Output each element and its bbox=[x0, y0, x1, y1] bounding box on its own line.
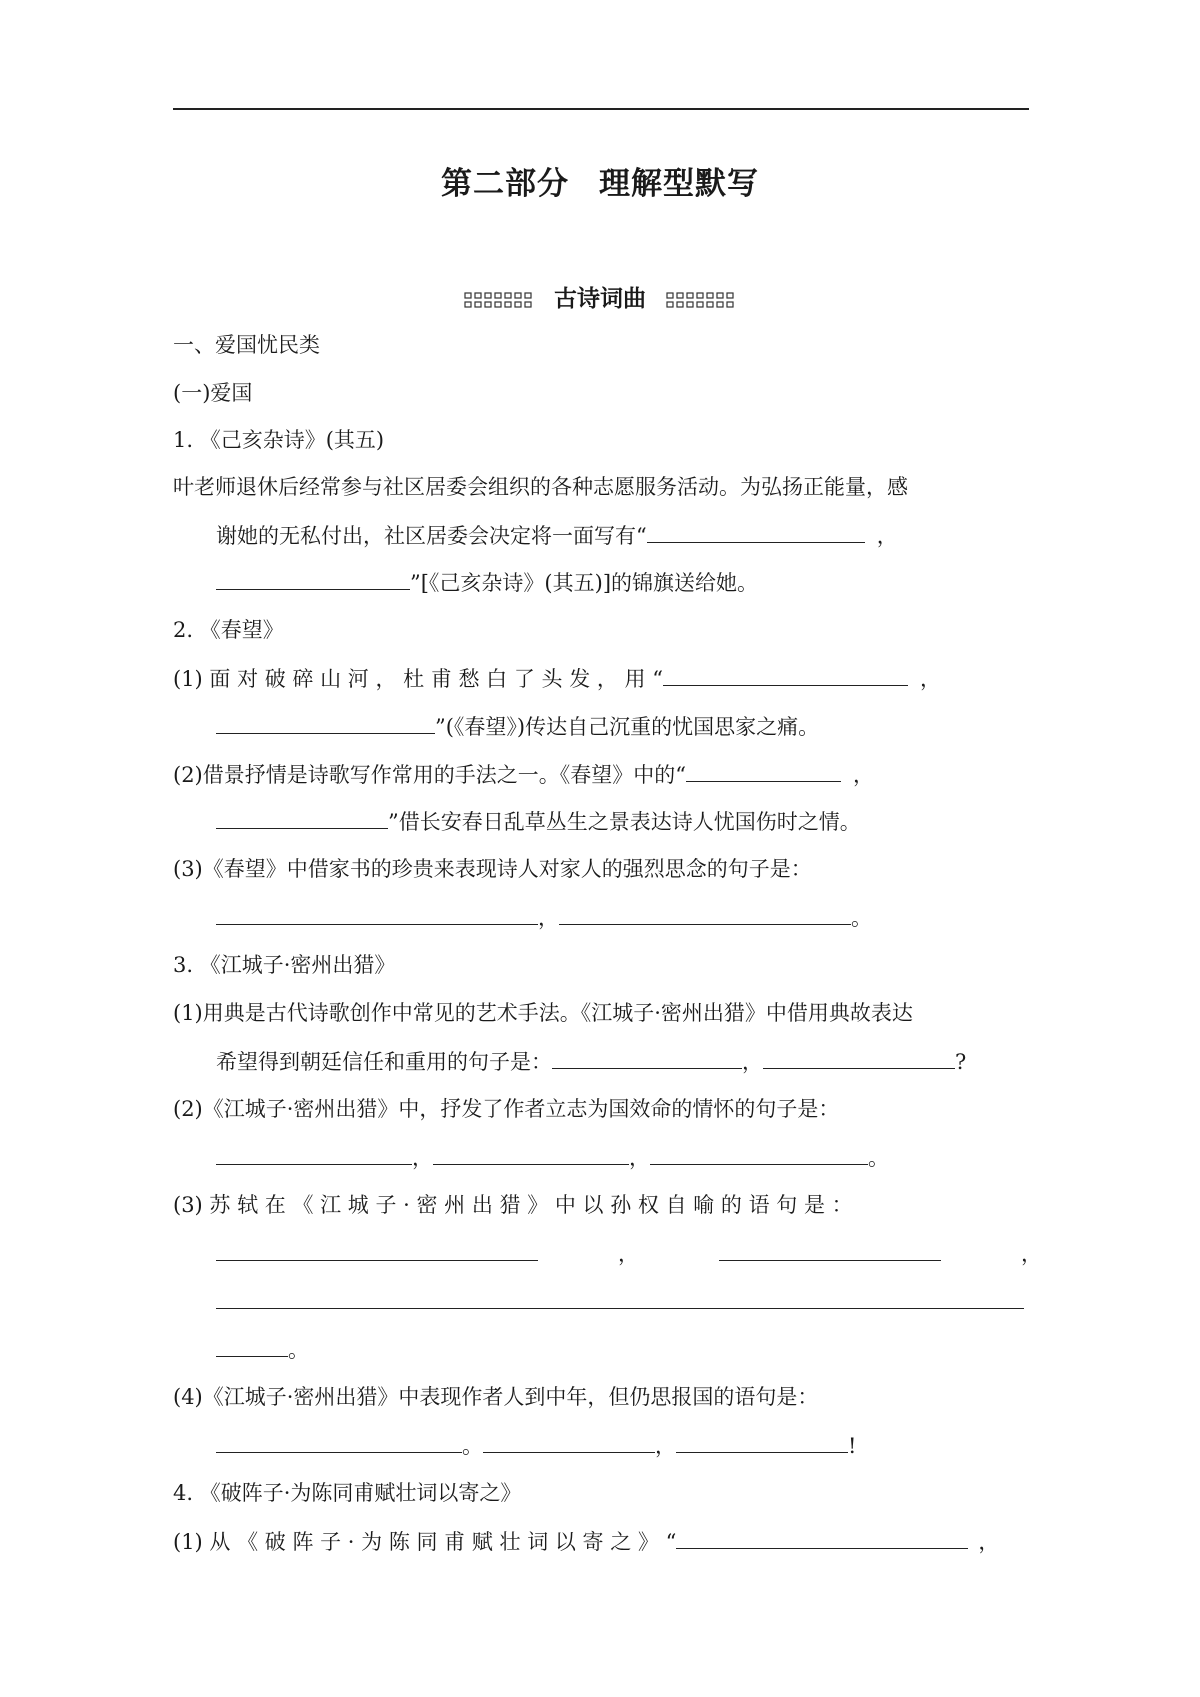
exclaim: ! bbox=[848, 1434, 857, 1458]
answer-blank[interactable] bbox=[216, 902, 538, 925]
q3-part1-line2 bbox=[216, 1046, 966, 1077]
q2-part1-text: (1) 面 对 破 碎 山 河 ， 杜 甫 愁 白 了 头 发 ， 用 “ bbox=[173, 667, 663, 691]
left-ornament-icon bbox=[464, 290, 534, 310]
period: 。 bbox=[462, 1434, 483, 1458]
q3-part1-text: 希望得到朝廷信任和重用的句子是： bbox=[216, 1050, 552, 1074]
answer-blank[interactable] bbox=[216, 1430, 462, 1453]
comma: ， bbox=[852, 763, 874, 787]
period: 。 bbox=[851, 906, 872, 930]
period: 。 bbox=[868, 1146, 889, 1170]
q2-part2-end: ”借长安春日乱草丛生之景表达诗人忧国伤时之情。 bbox=[388, 810, 861, 834]
q3-part2-line2 bbox=[216, 1142, 889, 1173]
q3-part4-line1: (4)《江城子·密州出猎》中表现作者人到中年，但仍思报国的语句是： bbox=[173, 1385, 819, 1409]
subcategory-heading: (一)爱国 bbox=[173, 381, 253, 405]
q1-text-line3 bbox=[216, 567, 758, 598]
q2-part1-line2 bbox=[216, 711, 819, 742]
answer-blank[interactable] bbox=[216, 1334, 288, 1357]
answer-blank[interactable] bbox=[216, 567, 410, 590]
top-rule bbox=[173, 108, 1029, 110]
section-banner bbox=[0, 280, 1200, 313]
answer-blank[interactable] bbox=[552, 1046, 742, 1069]
answer-blank[interactable] bbox=[663, 663, 908, 686]
answer-blank[interactable] bbox=[216, 1286, 1024, 1309]
answer-blank[interactable] bbox=[647, 520, 865, 543]
answer-blank[interactable] bbox=[216, 1238, 538, 1261]
q3-part2-line1: (2)《江城子·密州出猎》中，抒发了作者立志为国效命的情怀的句子是： bbox=[173, 1097, 840, 1121]
q2-part2-line1 bbox=[173, 759, 874, 790]
comma: ， bbox=[919, 667, 941, 691]
answer-blank[interactable] bbox=[216, 1142, 412, 1165]
answer-blank[interactable] bbox=[483, 1430, 655, 1453]
comma: ， bbox=[629, 1146, 650, 1170]
answer-blank[interactable] bbox=[650, 1142, 868, 1165]
page-title bbox=[0, 158, 1200, 203]
title-topic: 理解型默写 bbox=[599, 166, 759, 202]
q2-part3-line1: (3)《春望》中借家书的珍贵来表现诗人对家人的强烈思念的句子是： bbox=[173, 857, 812, 881]
answer-blank[interactable] bbox=[763, 1046, 955, 1069]
comma: ， bbox=[742, 1050, 763, 1074]
answer-blank[interactable] bbox=[559, 902, 851, 925]
q2-part2-line2 bbox=[216, 806, 861, 837]
q1-text-line1: 叶老师退休后经常参与社区居委会组织的各种志愿服务活动。为弘扬正能量，感 bbox=[173, 475, 908, 499]
answer-blank[interactable] bbox=[433, 1142, 629, 1165]
q4-part1-text: (1) 从 《 破 阵 子 · 为 陈 同 甫 赋 壮 词 以 寄 之 》 “ bbox=[173, 1530, 677, 1554]
right-ornament-icon bbox=[666, 290, 736, 310]
q3-heading: 3. 《江城子·密州出猎》 bbox=[173, 953, 396, 977]
q3-part3-line4 bbox=[216, 1334, 309, 1365]
category-heading: 一、爱国忧民类 bbox=[173, 333, 320, 357]
answer-blank[interactable] bbox=[686, 759, 841, 782]
comma: ， bbox=[876, 524, 898, 548]
comma: ， bbox=[412, 1146, 433, 1170]
q4-heading: 4. 《破阵子·为陈同甫赋壮词以寄之》 bbox=[173, 1481, 522, 1505]
q3-part4-line2 bbox=[216, 1430, 856, 1461]
answer-blank[interactable] bbox=[676, 1430, 848, 1453]
q2-part1-end: ”(《春望》)传达自己沉重的忧国思家之痛。 bbox=[435, 715, 820, 739]
q2-part1-line1 bbox=[173, 663, 941, 694]
q3-part3-line3 bbox=[216, 1286, 1024, 1317]
question-mark: ? bbox=[955, 1050, 967, 1074]
q2-part3-line2 bbox=[216, 902, 872, 933]
answer-blank[interactable] bbox=[216, 806, 388, 829]
answer-blank[interactable] bbox=[676, 1526, 968, 1549]
period: 。 bbox=[288, 1338, 309, 1362]
comma: ， bbox=[1021, 1242, 1042, 1266]
q1-text-line2 bbox=[216, 520, 898, 551]
q3-part1-line1: (1)用典是古代诗歌创作中常见的艺术手法。《江城子·密州出猎》中借用典故表达 bbox=[173, 1001, 913, 1025]
section-label: 古诗词曲 bbox=[554, 286, 646, 312]
comma: ， bbox=[655, 1434, 676, 1458]
q1-line2-text: 谢她的无私付出，社区居委会决定将一面写有“ bbox=[216, 524, 647, 548]
comma: ， bbox=[538, 906, 559, 930]
comma: ， bbox=[978, 1530, 1000, 1554]
q3-part3-line2 bbox=[216, 1238, 1042, 1269]
q1-line3-text: ”[《己亥杂诗》(其五)]的锦旗送给她。 bbox=[410, 571, 759, 595]
q1-heading: 1. 《己亥杂诗》(其五) bbox=[173, 428, 385, 452]
q2-heading: 2. 《春望》 bbox=[173, 618, 284, 642]
q4-part1-line1 bbox=[173, 1526, 999, 1557]
title-part: 第二部分 bbox=[441, 166, 569, 202]
comma: ， bbox=[618, 1242, 639, 1266]
q3-part3-line1: (3) 苏 轼 在 《 江 城 子 · 密 州 出 猎 》 中 以 孙 权 自 喻 的 语 句 是 ： bbox=[173, 1193, 853, 1217]
answer-blank[interactable] bbox=[719, 1238, 941, 1261]
q2-part2-text: (2)借景抒情是诗歌写作常用的手法之一。《春望》中的“ bbox=[173, 763, 686, 787]
answer-blank[interactable] bbox=[216, 711, 435, 734]
